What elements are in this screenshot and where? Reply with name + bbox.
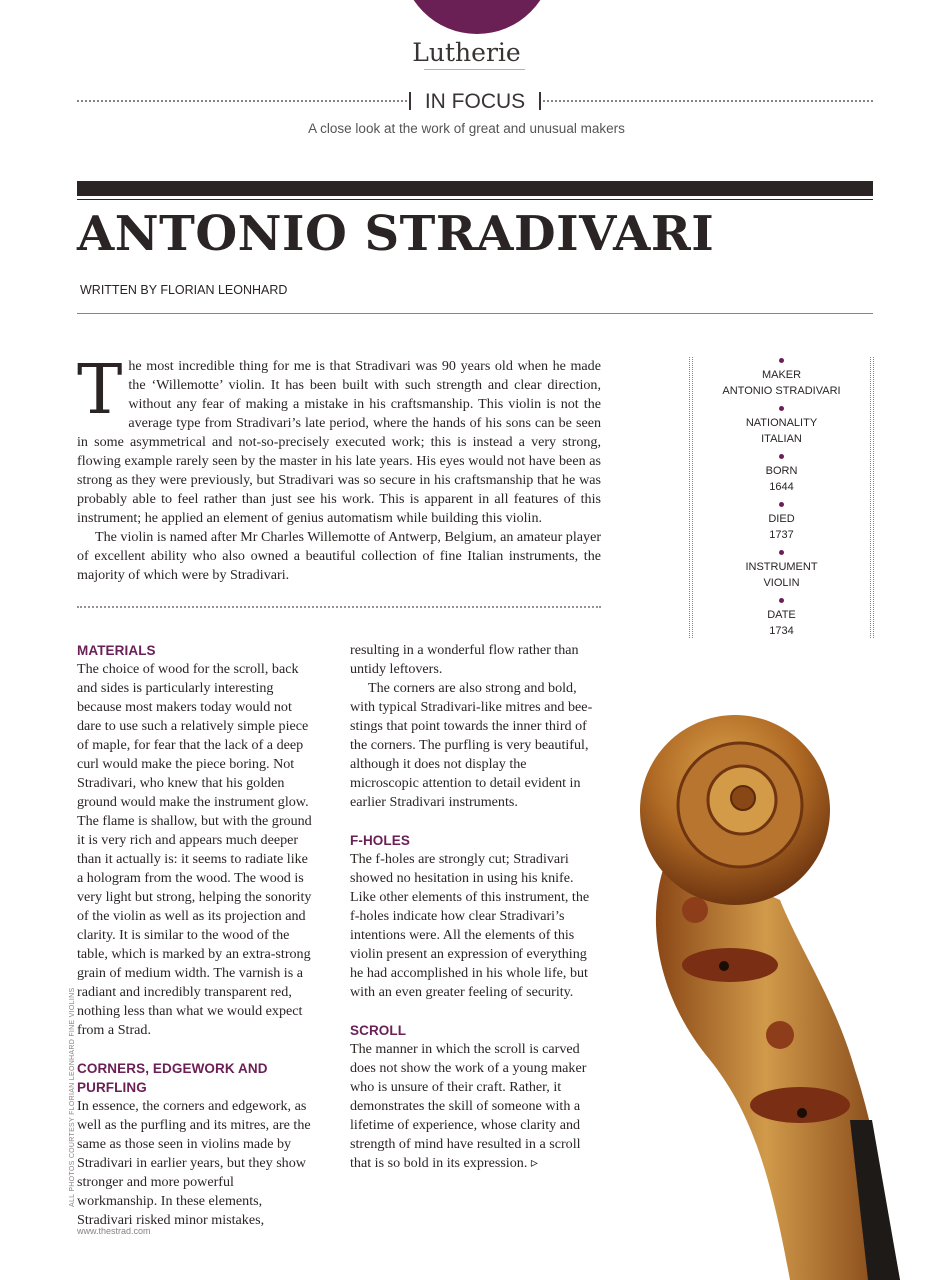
fact-value: 1734 — [769, 625, 794, 637]
fholes-text: The f-holes are strongly cut; Stradivari showed no hesitation in using his knife. Like other elements of this instrument, the f-holes indicate how clear Stradivari’s intentions were. All the elements of this violin present an expression of everything he had accomplished in his whole life, but with an even greater feeling of security. — [350, 851, 590, 1000]
byline: WRITTEN BY FLORIAN LEONHARD — [80, 283, 288, 297]
intro-paragraph-2: The violin is named after Mr Charles Willemotte of Antwerp, Belgium, an amateur player of excellent ability who also owned a beautiful collection of fine Italian instruments, the majority of which were by Stradivari. — [77, 529, 602, 583]
intro-divider — [77, 606, 601, 608]
fact-label: BORN — [765, 465, 798, 477]
body-column-2 — [350, 641, 598, 1173]
fact-label: DATE — [767, 609, 796, 621]
article-title: ANTONIO STRADIVARI — [77, 206, 715, 262]
fact-box-border-right — [870, 357, 874, 638]
kicker-divider-left — [77, 100, 407, 102]
peg-lower-pin — [797, 1108, 807, 1118]
dot-icon — [779, 454, 784, 459]
fact-born — [689, 454, 874, 495]
photo-credit: ALL PHOTOS COURTESY FLORIAN LEONHARD FINE VIOLINS — [69, 987, 76, 1207]
fact-date — [689, 598, 874, 639]
byline-rule — [77, 313, 873, 314]
fact-instrument — [689, 550, 874, 591]
fact-value: 1737 — [769, 529, 794, 541]
kicker-divider-right — [543, 100, 873, 102]
scroll-eye — [731, 786, 755, 810]
section-title: Lutherie — [412, 38, 521, 67]
fact-value: ANTONIO STRADIVARI — [722, 385, 841, 397]
fact-value: 1644 — [769, 481, 794, 493]
fact-box — [689, 357, 874, 638]
peg-upper — [682, 948, 778, 982]
fholes-heading: F-HOLES — [350, 833, 410, 848]
dot-icon — [779, 598, 784, 603]
corners-paragraph-2: The corners are also strong and bold, with typical Stradivari-like mitres and bee-stings that point towards the inner third of the corners. The purfling is very beautiful, although it does not display the microscopic attention to detail evident in earlier Stradivari instruments. — [350, 680, 593, 810]
materials-heading: MATERIALS — [77, 643, 156, 658]
peg-hole-lower — [766, 1021, 794, 1049]
scroll-text: The manner in which the scroll is carved does not show the work of a young maker who is unsure of their craft. Rather, it demonstrates the skill of someone with a lifetime of experience, whose clarity and strength of mind have resulted in a scroll that is so bold in its expression. ▹ — [350, 1041, 587, 1171]
fact-label: MAKER — [761, 369, 802, 381]
intro-paragraph-1 — [77, 351, 601, 528]
dot-icon — [779, 358, 784, 363]
fact-label: INSTRUMENT — [745, 561, 818, 573]
fact-value: ITALIAN — [761, 433, 802, 445]
title-rule-thin — [77, 199, 873, 200]
dot-icon — [779, 550, 784, 555]
section-badge-circle — [401, 0, 553, 34]
scroll-heading: SCROLL — [350, 1023, 407, 1038]
body-column-1 — [77, 641, 317, 1230]
kicker-row — [77, 88, 873, 116]
fact-label: DIED — [768, 513, 795, 525]
footer-url: www.thestrad.com — [77, 1226, 151, 1236]
fact-died — [689, 502, 874, 543]
peg-hole — [682, 897, 708, 923]
drop-cap: T — [77, 351, 123, 430]
fact-box-border-left — [689, 357, 693, 638]
corners-text-continued: resulting in a wonderful flow rather than untidy leftovers. — [350, 642, 579, 677]
title-rule-thick — [77, 181, 873, 196]
corners-text: In essence, the corners and edgework, as well as the purfling and its mitres, are the same as those seen in violins made by Stradivari in earlier years, but they show stronger and more powerful workmanship. In these elements, Stradivari risked minor mistakes, — [77, 1098, 311, 1228]
fact-maker — [689, 358, 874, 399]
fact-value: VIOLIN — [763, 577, 800, 589]
intro-paragraph-1-text: he most incredible thing for me is that Stradivari was 90 years old when he made the ‘Willemotte’ violin. It has been built with such strength and clear direction, without any fear of making a mistake in his craftsmanship. This violin is not the average type from Stradivari’s late period, where the hands of his sons can be seen in some asymmetrical and not-so-precisely executed work; this is instead a very strong, flowing example rarely seen by the master in his late years. His eyes would not have been as strong as they were previously, but Stradivari was so secure in his craftsmanship that he was probably able to feel rather than just see his work. This is apparent in all features of this instrument; he applied an element of genius automatism while building this violin. — [77, 358, 601, 526]
dot-icon — [779, 502, 784, 507]
tagline: A close look at the work of great and unusual makers — [308, 121, 625, 136]
section-underline — [424, 69, 525, 70]
peg-upper-pin — [719, 961, 729, 971]
kicker-label: IN FOCUS — [409, 88, 541, 116]
violin-scroll-photo — [600, 700, 933, 1280]
materials-text: The choice of wood for the scroll, back and sides is particularly interesting because most makers today would not dare to use such a relatively simple piece of maple, for fear that the lack of a deep curl would make the piece boring. Not Stradivari, who knew that his golden ground would make the instrument glow. The flame is shallow, but with the ground it is very rich and appears much deeper than it actually is: it seems to radiate like a hologram from the wood. The wood is very light but strong, helping the sonority of the violin as well as its projection and clarity. It is similar to the wood of the table, which is marked by an extra-strong grain of medium width. The varnish is a radiant and incredibly transparent red, nothing less than what we would expect from a Strad. — [77, 661, 312, 1038]
fact-nationality — [689, 406, 874, 447]
dot-icon — [779, 406, 784, 411]
corners-heading: CORNERS, EDGEWORK AND PURFLING — [77, 1061, 268, 1095]
intro-text — [77, 351, 602, 585]
fact-label: NATIONALITY — [745, 417, 818, 429]
peg-lower — [750, 1087, 850, 1123]
